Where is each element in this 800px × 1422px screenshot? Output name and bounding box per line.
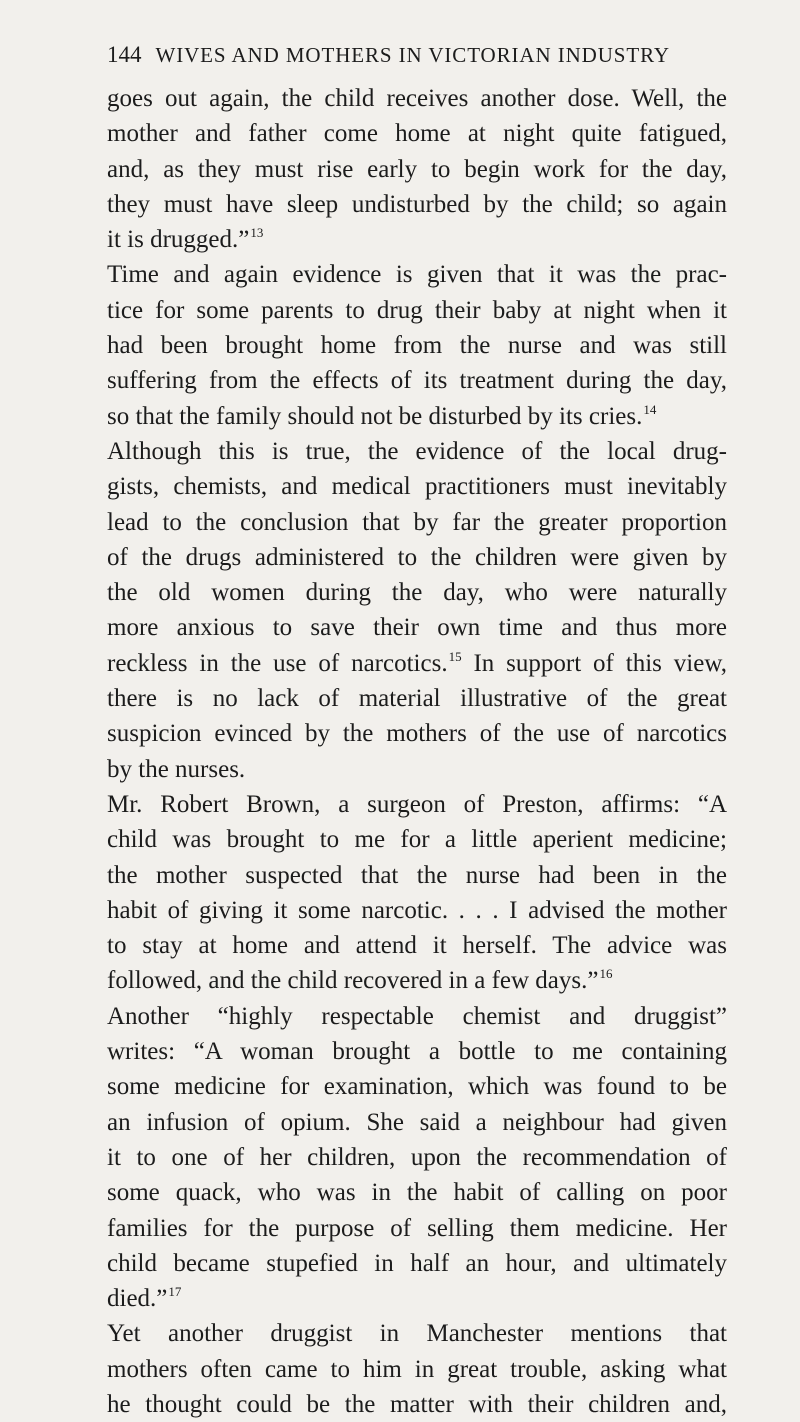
text-line bbox=[107, 257, 727, 292]
footnote-reference: 17 bbox=[168, 1284, 182, 1300]
text-line bbox=[107, 1211, 727, 1246]
text-line bbox=[107, 1175, 727, 1210]
text-line-content: had been brought home from the nurse and was still bbox=[107, 332, 727, 360]
text-line-content: goes out again, the child receives another dose. Well, the bbox=[107, 85, 727, 112]
text-line-content: some medicine for examination, which was found to be bbox=[107, 1073, 727, 1101]
text-line-content: families for the purpose of selling them medicine. Her bbox=[107, 1214, 727, 1242]
text-line bbox=[107, 540, 727, 575]
text-line bbox=[107, 787, 727, 822]
text-line bbox=[107, 222, 727, 257]
text-line-content: it is drugged.” bbox=[107, 226, 250, 254]
text-line-content: Mr. Robert Brown, a surgeon of Preston, affirms: “A bbox=[107, 790, 727, 818]
text-line bbox=[107, 1246, 727, 1281]
text-line bbox=[107, 187, 727, 222]
text-line-continuation: In support of this view, bbox=[461, 649, 727, 677]
text-line-content: Yet another druggist in Manchester mentions that bbox=[107, 1320, 727, 1348]
text-line bbox=[107, 116, 727, 151]
footnote-reference: 14 bbox=[643, 401, 657, 417]
text-line-content: writes: “A woman brought a bottle to me containing bbox=[107, 1038, 727, 1066]
text-line-content: more anxious to save their own time and thus more bbox=[107, 614, 727, 642]
text-line-content: child was brought to me for a little aperient medicine; bbox=[107, 826, 727, 854]
text-line bbox=[107, 1069, 727, 1104]
text-line-content: it to one of her children, upon the recommendation of bbox=[107, 1143, 727, 1171]
text-line bbox=[107, 928, 727, 963]
text-line-content: there is no lack of material illustrative of the great bbox=[107, 685, 727, 713]
text-line-content: to stay at home and attend it herself. The advice was bbox=[107, 932, 727, 960]
text-line bbox=[107, 893, 727, 928]
text-line bbox=[107, 646, 727, 681]
text-line-content: of the drugs administered to the children were given by bbox=[107, 543, 727, 571]
text-line-content: suspicion evinced by the mothers of the use of narcotics bbox=[107, 720, 727, 748]
footnote-reference: 16 bbox=[599, 966, 613, 982]
running-title: WIVES AND MOTHERS IN VICTORIAN INDUSTRY bbox=[155, 43, 670, 67]
text-line-content: gists, chemists, and medical practitioners must inevitably bbox=[107, 473, 727, 501]
text-line-content: mothers often came to him in great trouble, asking what bbox=[107, 1355, 727, 1383]
text-line bbox=[107, 1034, 727, 1069]
text-line bbox=[107, 434, 727, 469]
footnote-reference: 15 bbox=[448, 648, 462, 664]
text-line bbox=[107, 328, 727, 363]
text-line bbox=[107, 858, 727, 893]
text-line-content: and, as they must rise early to begin work for the day, bbox=[107, 155, 727, 183]
text-line-content: by the nurses. bbox=[107, 755, 246, 783]
text-line-content: habit of giving it some narcotic. . . . I advised the mother bbox=[107, 896, 727, 924]
running-header bbox=[107, 40, 727, 70]
text-line bbox=[107, 1105, 727, 1140]
text-line-content: lead to the conclusion that by far the greater proportion bbox=[107, 508, 727, 536]
text-line bbox=[107, 1352, 727, 1387]
text-line-content: some quack, who was in the habit of calling on poor bbox=[107, 1179, 727, 1207]
text-line-content: followed, and the child recovered in a few days.” bbox=[107, 967, 599, 995]
text-line bbox=[107, 81, 727, 116]
page-number: 144 bbox=[107, 42, 142, 67]
text-line bbox=[107, 822, 727, 857]
text-line-content: Although this is true, the evidence of the local drug- bbox=[107, 437, 727, 465]
text-line-content: Another “highly respectable chemist and druggist” bbox=[107, 1002, 727, 1030]
text-line bbox=[107, 1140, 727, 1175]
text-line-content: Time and again evidence is given that it was the prac- bbox=[107, 261, 727, 289]
text-line-content: mother and father come home at night quite fatigued, bbox=[107, 120, 727, 148]
text-line bbox=[107, 999, 727, 1034]
text-line bbox=[107, 293, 727, 328]
text-line-content: so that the family should not be disturbed by its cries. bbox=[107, 402, 643, 430]
text-line bbox=[107, 1316, 727, 1351]
text-line bbox=[107, 752, 727, 787]
text-line-content: the old women during the day, who were naturally bbox=[107, 579, 727, 607]
text-line bbox=[107, 399, 727, 434]
text-line bbox=[107, 610, 727, 645]
text-line bbox=[107, 1281, 727, 1316]
text-line bbox=[107, 469, 727, 504]
text-line bbox=[107, 152, 727, 187]
body-text bbox=[107, 81, 727, 1422]
text-line bbox=[107, 363, 727, 398]
text-line-content: an infusion of opium. She said a neighbour had given bbox=[107, 1108, 727, 1136]
text-line-content: he thought could be the matter with their children and, bbox=[107, 1390, 727, 1418]
text-line-content: suffering from the effects of its treatment during the day, bbox=[107, 367, 727, 395]
text-line bbox=[107, 1387, 727, 1422]
text-line-content: they must have sleep undisturbed by the child; so again bbox=[107, 190, 727, 218]
text-line-content: tice for some parents to drug their baby at night when it bbox=[107, 296, 727, 324]
text-line-content: reckless in the use of narcotics. bbox=[107, 649, 448, 677]
text-line bbox=[107, 505, 727, 540]
text-line bbox=[107, 716, 727, 751]
text-line bbox=[107, 963, 727, 998]
text-line-content: child became stupefied in half an hour, and ultimately bbox=[107, 1249, 727, 1277]
text-line-content: died.” bbox=[107, 1285, 168, 1313]
text-line-content: the mother suspected that the nurse had been in the bbox=[107, 861, 727, 889]
text-line bbox=[107, 681, 727, 716]
text-line bbox=[107, 575, 727, 610]
footnote-reference: 13 bbox=[250, 225, 264, 241]
